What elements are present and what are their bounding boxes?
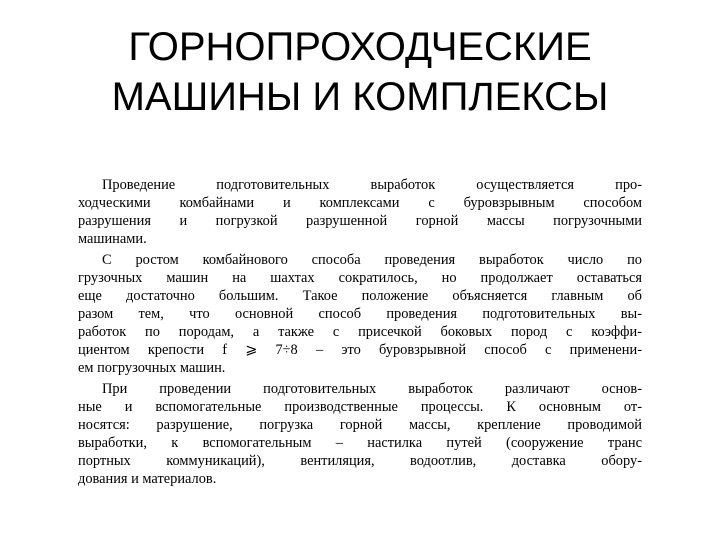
slide-title — [0, 22, 720, 122]
text-line: ем погрузочных машин. — [78, 360, 226, 376]
text-line: разрушения и погрузкой разрушенной горной массы погрузочными — [78, 213, 642, 229]
text-line: грузочных машин на шахтах сократилось, но продолжает оставаться — [78, 270, 642, 286]
text-line: работок по породам, а также с присечкой боковых пород с коэффи- — [78, 324, 642, 340]
text-line: носятся: разрушение, погрузка горной массы, крепление проводимой — [78, 417, 642, 433]
text-line: ходческими комбайнами и комплексами с буровзрывным способом — [78, 195, 642, 211]
text-line: С ростом комбайнового способа проведения выработок число по — [102, 252, 642, 268]
scanned-text-block — [78, 176, 642, 488]
text-line: Проведение подготовительных выработок осуществляется про- — [102, 177, 642, 193]
text-line: машинами. — [78, 231, 147, 247]
paragraph-2 — [78, 251, 642, 377]
text-line: ные и вспомогательные производственные процессы. К основным от- — [78, 399, 642, 415]
text-line: циентом крепости f ⩾ 7÷8 – это буровзрывной способ с применени- — [78, 342, 642, 358]
text-line: При проведении подготовительных выработок различают основ- — [102, 381, 642, 397]
text-line: дования и материалов. — [78, 471, 217, 487]
text-line: портных коммуникаций), вентиляция, водоотлив, доставка обору- — [78, 453, 642, 469]
text-line: разом тем, что основной способ проведения подготовительных вы- — [78, 306, 642, 322]
title-line-1: ГОРНОПРОХОДЧЕСКИЕ — [128, 25, 592, 69]
title-line-2: МАШИНЫ И КОМПЛЕКСЫ — [111, 75, 609, 119]
text-line: выработки, к вспомогательным – настилка путей (сооружение транс — [78, 435, 642, 451]
paragraph-3 — [78, 380, 642, 488]
text-line: еще достаточно большим. Такое положение объясняется главным об — [78, 288, 642, 304]
paragraph-1 — [78, 176, 642, 248]
